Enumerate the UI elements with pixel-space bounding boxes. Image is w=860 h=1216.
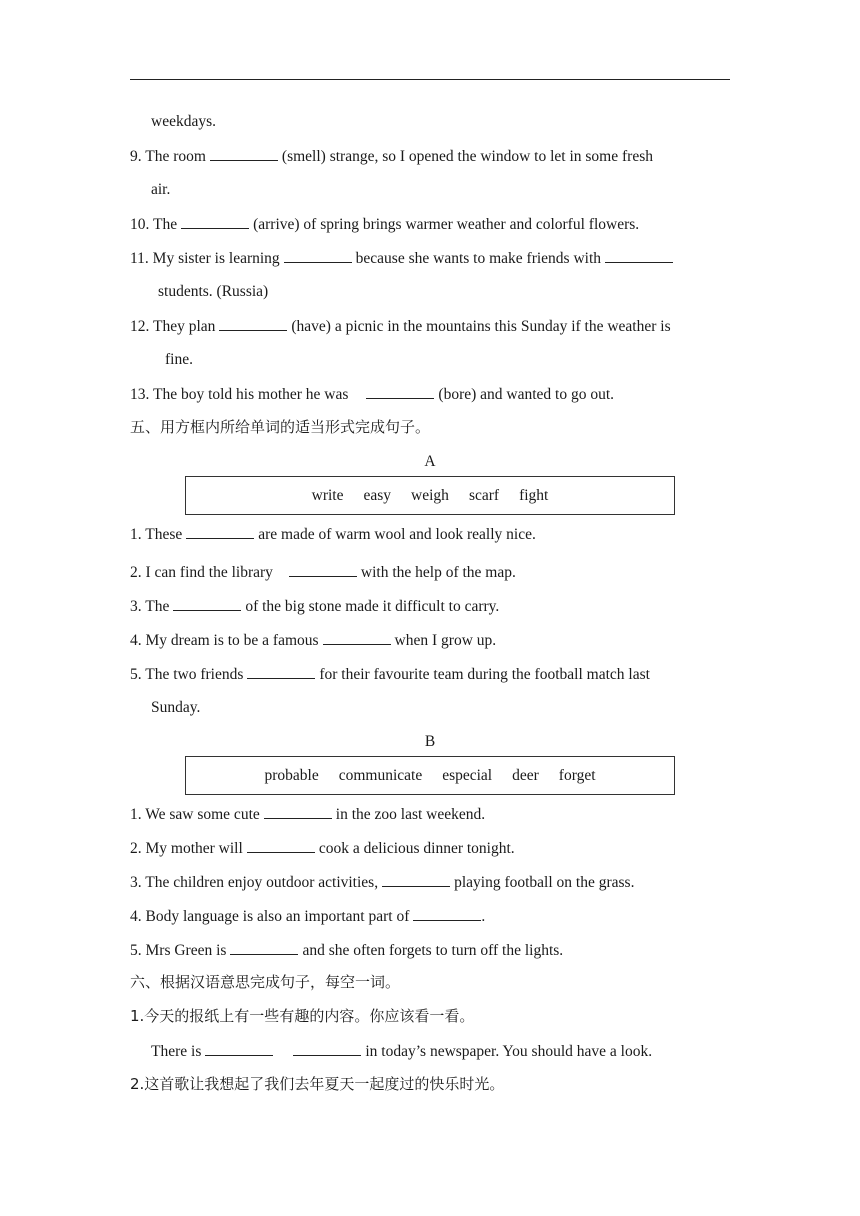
q12-pre: 12. They plan <box>130 318 216 335</box>
s6-q1-post: in today’s newspaper. You should have a look. <box>365 1043 653 1060</box>
word-a-3: weigh <box>411 487 449 504</box>
b-q5-pre: 5. Mrs Green is <box>130 942 227 959</box>
a-question-5 <box>130 664 650 685</box>
q13-blank <box>366 384 434 399</box>
q9-blank <box>210 146 278 161</box>
a-q2-blank <box>289 562 357 577</box>
s6-q1-blank-1 <box>205 1041 273 1056</box>
q11-mid: because she wants to make friends with <box>355 250 602 267</box>
b-q5-post: and she often forgets to turn off the lights. <box>302 942 564 959</box>
s6-q1-chinese: 1.今天的报纸上有一些有趣的内容。你应该看一看。 <box>130 1007 475 1025</box>
b-q5-blank <box>230 940 298 955</box>
a-q5-cont: Sunday. <box>151 699 201 716</box>
question-9 <box>130 146 653 167</box>
q12-cont: fine. <box>165 351 193 368</box>
word-a-2: easy <box>363 487 392 504</box>
word-box-a <box>185 476 675 515</box>
continuation-text: weekdays. <box>151 113 216 130</box>
q13-pre: 13. The boy told his mother he was <box>130 386 349 403</box>
question-10 <box>130 214 639 235</box>
word-b-5: forget <box>558 767 596 784</box>
q9-cont: air. <box>151 181 171 198</box>
b-q4-blank <box>413 906 481 921</box>
a-question-3 <box>130 596 499 617</box>
part-b-label: B <box>424 733 436 750</box>
a-question-4 <box>130 630 496 651</box>
a-q4-blank <box>323 630 391 645</box>
a-q5-blank <box>247 664 315 679</box>
a-q1-post: are made of warm wool and look really nice. <box>258 526 536 543</box>
s6-q2-chinese: 2.这首歌让我想起了我们去年夏天一起度过的快乐时光。 <box>130 1075 505 1093</box>
question-13 <box>130 384 614 405</box>
q13-post: (bore) and wanted to go out. <box>438 386 615 403</box>
a-question-1 <box>130 524 536 545</box>
part-a-label: A <box>424 453 436 470</box>
a-q1-blank <box>186 524 254 539</box>
a-q3-pre: 3. The <box>130 598 170 615</box>
q11-cont: students. (Russia) <box>158 283 269 300</box>
a-q3-post: of the big stone made it difficult to carry. <box>245 598 500 615</box>
q10-pre: 10. The <box>130 216 178 233</box>
a-q2-post: with the help of the map. <box>360 564 516 581</box>
b-question-3 <box>130 872 634 893</box>
q11-pre: 11. My sister is learning <box>130 250 280 267</box>
q10-post: (arrive) of spring brings warmer weather and colorful flowers. <box>253 216 640 233</box>
q12-post: (have) a picnic in the mountains this Sunday if the weather is <box>291 318 671 335</box>
a-q5-post: for their favourite team during the football match last <box>319 666 650 683</box>
b-q2-post: cook a delicious dinner tonight. <box>318 840 515 857</box>
word-a-5: fight <box>519 487 549 504</box>
q9-post: (smell) strange, so I opened the window to let in some fresh <box>281 148 653 165</box>
b-q2-pre: 2. My mother will <box>130 840 243 857</box>
b-q1-post: in the zoo last weekend. <box>335 806 486 823</box>
a-q2-pre: 2. I can find the library <box>130 564 273 581</box>
a-q3-blank <box>173 596 241 611</box>
b-q3-pre: 3. The children enjoy outdoor activities, <box>130 874 379 891</box>
section-5-title: 五、用方框内所给单词的适当形式完成句子。 <box>130 418 431 436</box>
q12-blank <box>219 316 287 331</box>
a-q4-post: when I grow up. <box>394 632 497 649</box>
word-b-4: deer <box>512 767 539 784</box>
s6-q1-english <box>151 1041 652 1062</box>
b-question-2 <box>130 838 515 859</box>
q11-blank-1 <box>284 248 352 263</box>
a-q5-pre: 5. The two friends <box>130 666 244 683</box>
s6-q1-blank-2 <box>293 1041 361 1056</box>
b-question-1 <box>130 804 485 825</box>
a-q1-pre: 1. These <box>130 526 183 543</box>
question-12 <box>130 316 671 337</box>
b-q4-pre: 4. Body language is also an important part of <box>130 908 410 925</box>
a-q4-pre: 4. My dream is to be a famous <box>130 632 319 649</box>
b-q2-blank <box>247 838 315 853</box>
s6-q1-pre: There is <box>151 1043 202 1060</box>
question-11 <box>130 248 677 269</box>
word-a-4: scarf <box>468 487 500 504</box>
word-a-1: write <box>311 487 344 504</box>
b-q1-pre: 1. We saw some cute <box>130 806 260 823</box>
header-rule <box>130 79 730 80</box>
b-question-4 <box>130 906 485 927</box>
b-q3-post: playing football on the grass. <box>454 874 635 891</box>
q11-blank-2 <box>605 248 673 263</box>
b-question-5 <box>130 940 563 961</box>
q10-blank <box>181 214 249 229</box>
word-b-2: communicate <box>338 767 423 784</box>
b-q3-blank <box>382 872 450 887</box>
q9-pre: 9. The room <box>130 148 206 165</box>
a-question-2 <box>130 562 516 583</box>
b-q1-blank <box>264 804 332 819</box>
section-6-title: 六、根据汉语意思完成句子，每空一词。 <box>130 973 401 991</box>
b-q4-post: . <box>481 908 486 925</box>
word-b-1: probable <box>264 767 319 784</box>
word-box-b <box>185 756 675 795</box>
word-b-3: especial <box>442 767 493 784</box>
